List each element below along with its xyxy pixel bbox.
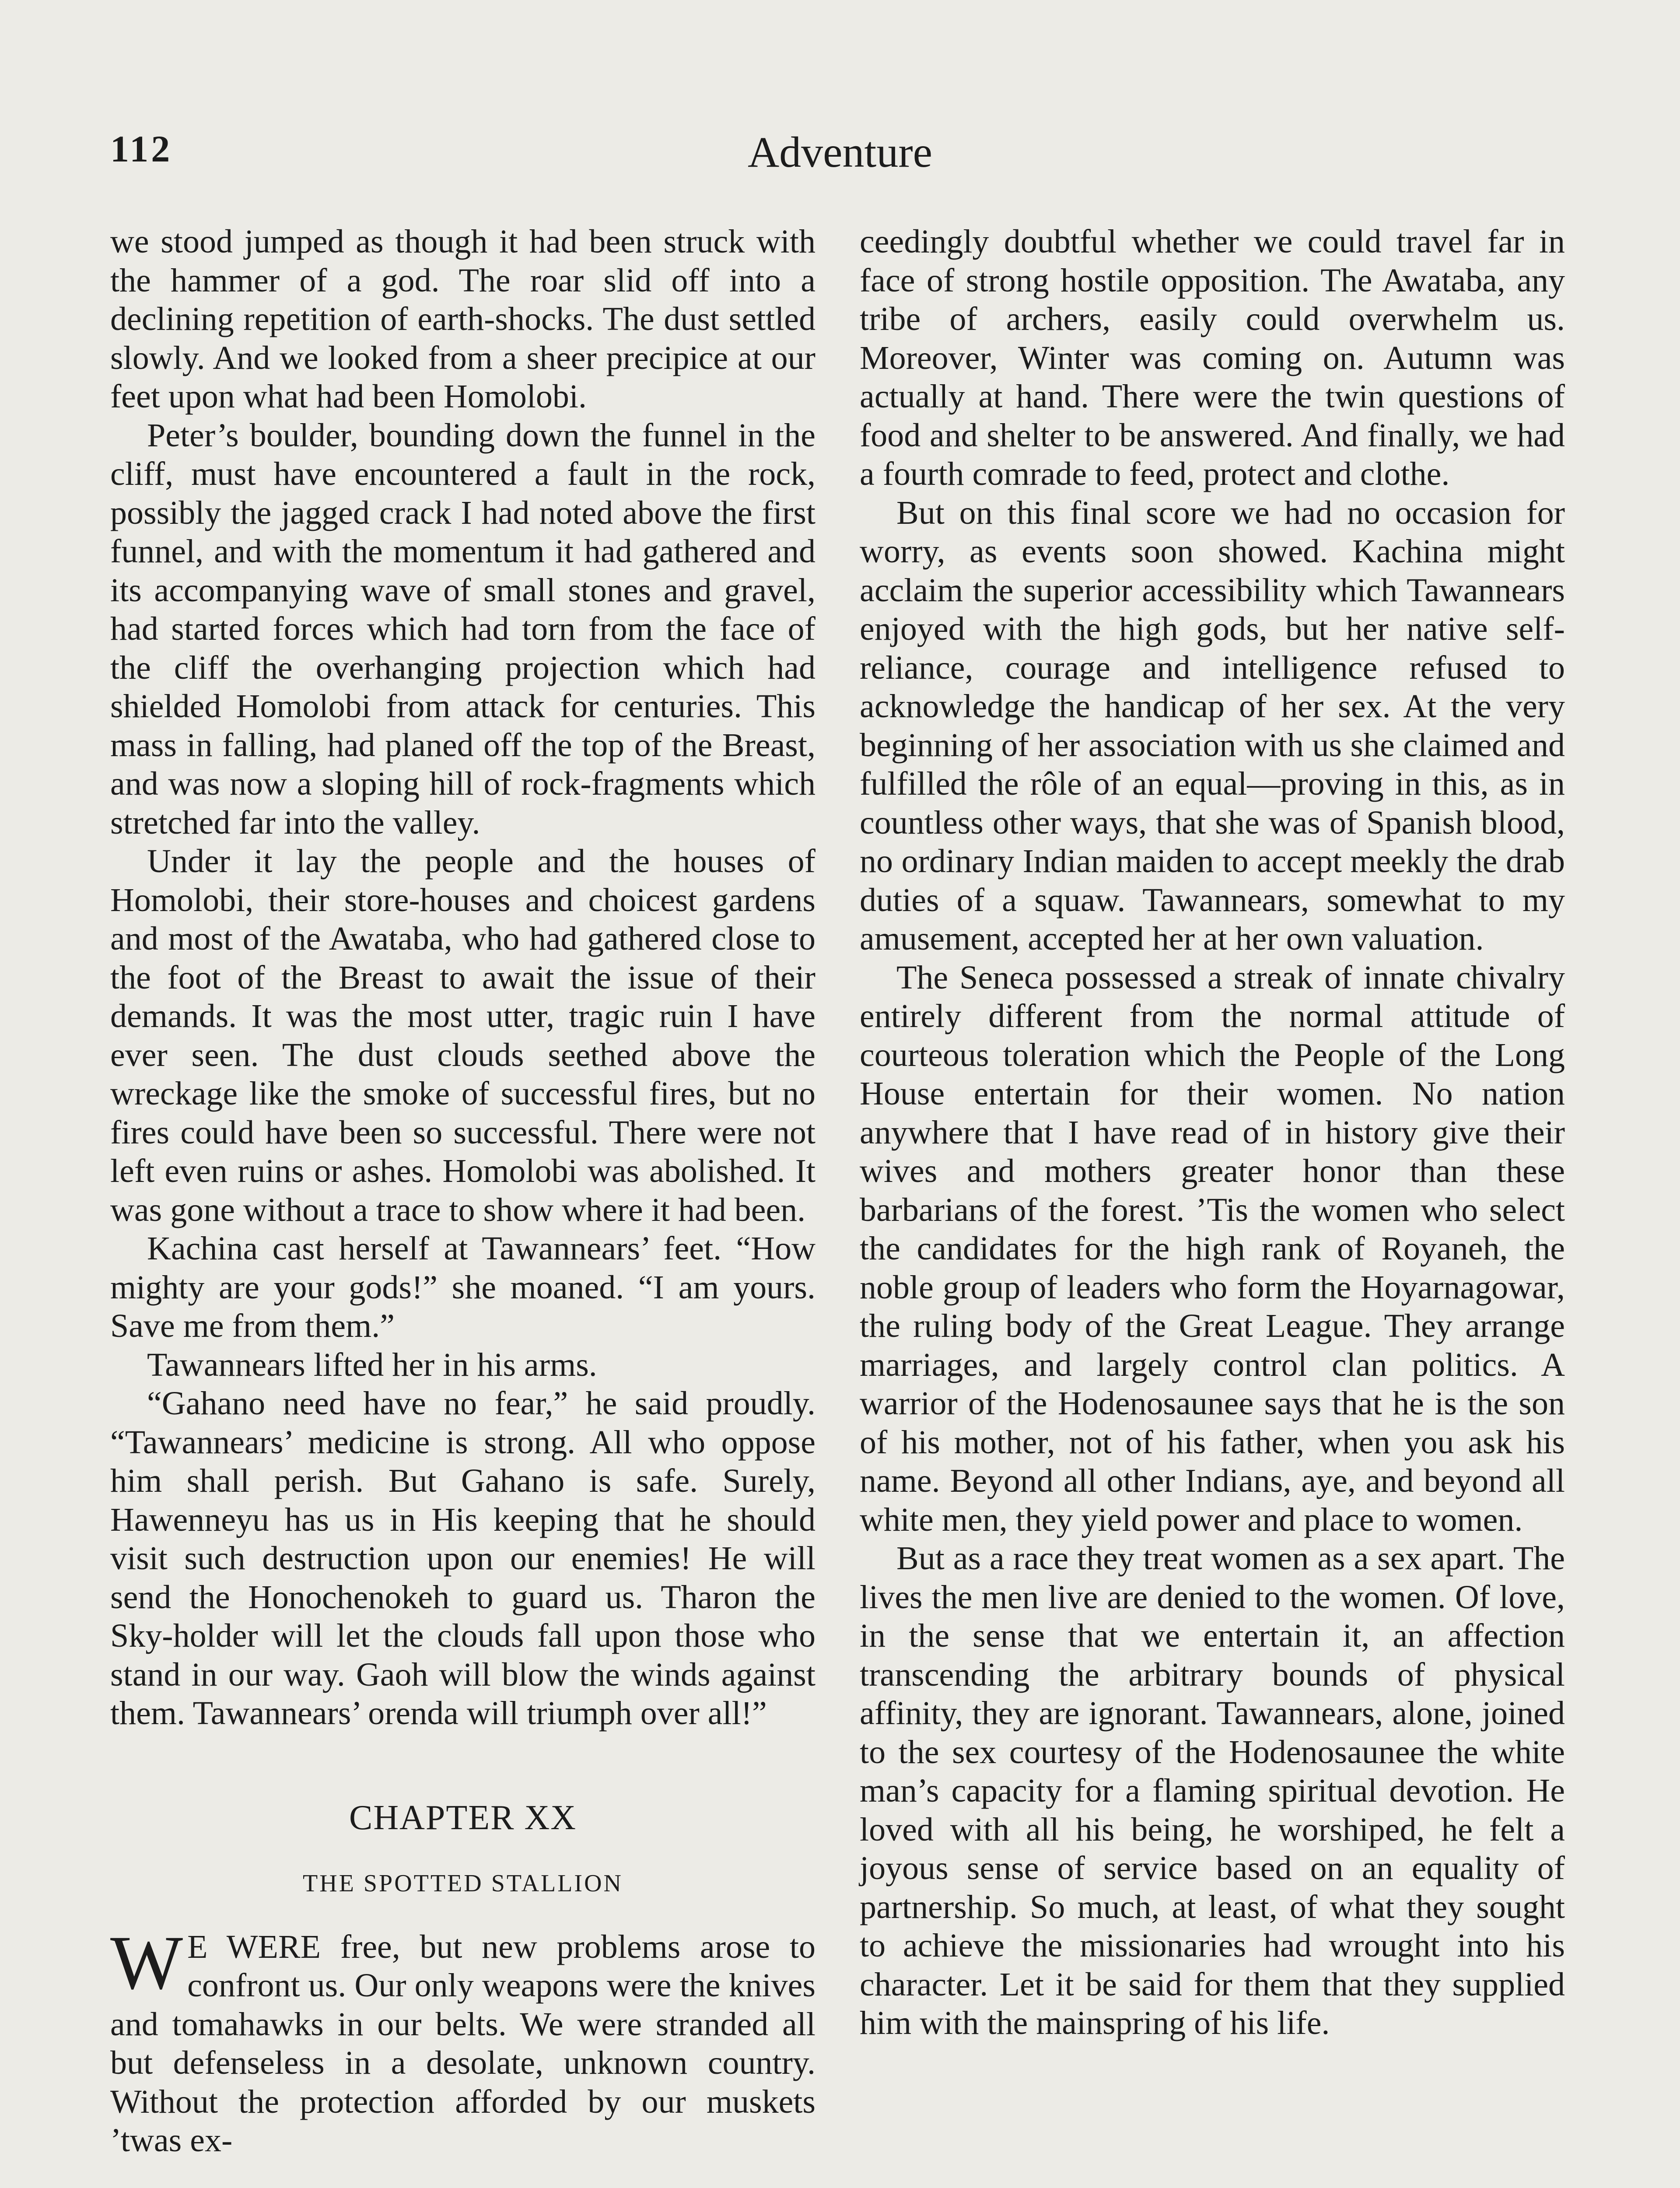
- left-column: [110, 222, 816, 2160]
- chapter-title: CHAPTER XX: [349, 1798, 577, 1837]
- page-number: 112: [110, 128, 173, 170]
- paragraph: But on this final score we had no occasion for worry, as events soon showed. Kachina might acclaim the superior accessibility which Tawannears enjoyed with the high gods, but her native self-reliance, courage and intelligence refused to acknowledge the handicap of her sex. At the very beginning of her association with us she claimed and fulfilled the rôle of an equal—proving in this, as in countless other ways, that she was of Spanish blood, no ordinary Indian maiden to accept meekly the drab duties of a squaw. Tawannears, somewhat to my amusement, accepted her at her own valuation.: [860, 494, 1565, 957]
- paragraph: Peter’s boulder, bounding down the funnel in the cliff, must have encountered a fault in the rock, possibly the jagged crack I had noted above the first funnel, and with the momentum it had gathered and its accompanying wave of small stones and gravel, had started forces which had torn from the face of the cliff the overhanging projection which had shielded Homolobi from attack for centuries. This mass in falling, had planed off the top of the Breast, and was now a sloping hill of rock-fragments which stretched far into the valley.: [110, 417, 816, 841]
- paragraph: Tawannears lifted her in his arms.: [147, 1346, 597, 1383]
- paragraph: ceedingly doubtful whether we could travel far in face of strong hostile opposition. The Awataba, any tribe of archers, easily could overwhelm us. Moreover, Winter was coming on. Autumn was actually at hand. There were the twin questions of food and shelter to be answered. And finally, we had a fourth comrade to feed, protect and clothe.: [860, 223, 1565, 492]
- paragraph: The Seneca possessed a streak of innate chivalry entirely different from the normal attitude of courteous toleration which the People of the Long House entertain for their women. No nation anywhere that I have read of in history give their wives and mothers greater honor than these barbarians of the forest. ’Tis the women who select the candidates for the high rank of Royaneh, the noble group of leaders who form the Hoyarnagowar, the ruling body of the Great League. They arrange marriages, and largely control clan politics. A warrior of the Hodenosaunee says that he is the son of his mother, not of his father, when you ask his name. Beyond all other Indians, aye, and beyond all white men, they yield power and place to women.: [860, 959, 1565, 1538]
- chapter-opening-paragraph: [110, 1920, 816, 2160]
- page-header: [110, 127, 1570, 193]
- paragraph: Under it lay the people and the houses of Homolobi, their store-houses and choicest gardens and most of the Awataba, who had gathered close to the foot of the Breast to await the issue of their demands. It was the most utter, tragic ruin I have ever seen. The dust clouds seethed above the wreckage like the smoke of successful fires, but no fires could have been so successful. There were not left even ruins or ashes. Homolobi was abolished. It was gone without a trace to show where it had been.: [110, 843, 816, 1228]
- paragraph: Kachina cast herself at Tawannears’ feet. “How mighty are your gods!” she moaned. “I am yours. Save me from them.”: [110, 1230, 816, 1344]
- paragraph: we stood jumped as though it had been struck with the hammer of a god. The roar slid off into a declining repetition of earth-shocks. The dust settled slowly. And we looked from a sheer precipice at our feet upon what had been Homolobi.: [110, 223, 816, 415]
- running-title: Adventure: [747, 128, 933, 176]
- opening-text: E WERE free, but new problems arose to confront us. Our only weapons were the knives and tomahawks in our belts. We were stranded all but defenseless in a desolate, unknown country. Without the protection afforded by our muskets ’twas ex-: [110, 1928, 816, 2159]
- right-column: [860, 222, 1565, 2043]
- drop-cap: W: [110, 1920, 183, 2006]
- chapter-subtitle: THE SPOTTED STALLION: [303, 1870, 623, 1897]
- paragraph: “Gahano need have no fear,” he said proudly. “Tawannears’ medicine is strong. All who oppose him shall perish. But Gahano is safe. Surely, Hawenneyu has us in His keeping that he should visit such destruction upon our enemies! He will send the Honochenokeh to guard us. Tharon the Sky-holder will let the clouds fall upon those who stand in our way. Gaoh will blow the winds against them. Tawannears’ orenda will triumph over all!”: [110, 1385, 816, 1732]
- paragraph: But as a race they treat women as a sex apart. The lives the men live are denied to the women. Of love, in the sense that we entertain it, an affection transcending the arbitrary bounds of physical affinity, they are ignorant. Tawannears, alone, joined to the sex courtesy of the Hodenosaunee the white man’s capacity for a flaming spiritual devotion. He loved with all his being, he worshiped, he felt a joyous sense of service based on an equality of partnership. So much, at least, of what they sought to achieve the missionaries had wrought into his character. Let it be said for them that they supplied him with the mainspring of his life.: [860, 1540, 1565, 2041]
